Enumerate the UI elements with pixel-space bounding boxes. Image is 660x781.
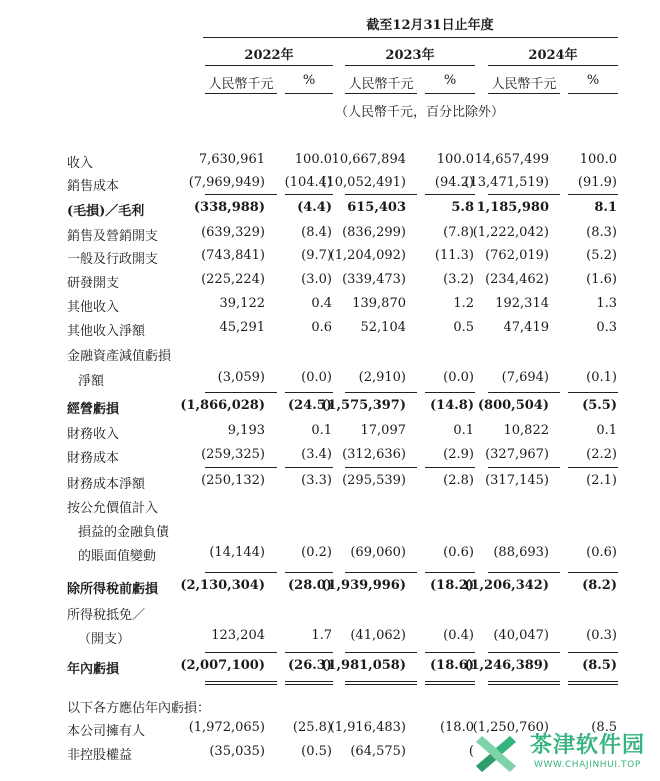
col-rule bbox=[425, 93, 475, 94]
row-label: 經營虧損 bbox=[67, 402, 120, 417]
table-cell: (8.3) bbox=[586, 225, 617, 240]
watermark-text: 茶津软件园 bbox=[530, 733, 646, 758]
col-rule bbox=[345, 93, 417, 94]
table-cell: (5.2) bbox=[586, 248, 617, 263]
table-cell: 100.0 bbox=[436, 152, 474, 167]
row-label: (毛損)／毛利 bbox=[67, 204, 145, 219]
table-cell: 52,104 bbox=[360, 320, 406, 335]
table-cell: 0.1 bbox=[453, 423, 474, 438]
table-cell: (3.0) bbox=[301, 272, 332, 287]
watermark-url: WWW.CHAJINHUI.TOP bbox=[534, 760, 641, 770]
row-label: 財務成本淨額 bbox=[67, 477, 146, 492]
row-label: 所得稅抵免／ bbox=[67, 608, 146, 623]
table-cell: (743,841) bbox=[201, 248, 265, 263]
period-rule bbox=[203, 37, 618, 38]
subtotal-rule bbox=[568, 652, 618, 653]
table-cell: (8.5 bbox=[591, 720, 617, 735]
table-cell: (1,981,058) bbox=[321, 658, 406, 673]
table-cell: (0.1) bbox=[586, 370, 617, 385]
table-cell: (10,052,491) bbox=[321, 175, 406, 190]
subtotal-rule bbox=[568, 392, 618, 393]
table-cell: (1,206,342) bbox=[464, 578, 549, 593]
row-label: 財務收入 bbox=[67, 427, 120, 442]
table-cell: (1,204,092) bbox=[329, 248, 406, 263]
row-label: 其他收入淨額 bbox=[67, 324, 146, 339]
table-cell: 47,419 bbox=[503, 320, 549, 335]
row-label: 銷售及營銷開支 bbox=[67, 229, 159, 244]
table-cell: (762,019) bbox=[485, 248, 549, 263]
subtotal-rule bbox=[205, 392, 277, 393]
table-cell: (26.3) bbox=[288, 658, 332, 673]
table-cell: (259,325) bbox=[201, 447, 265, 462]
table-cell: (2.1) bbox=[586, 473, 617, 488]
table-cell: (2,130,304) bbox=[180, 578, 265, 593]
table-cell: (0.5) bbox=[301, 744, 332, 759]
table-cell: 0.6 bbox=[311, 320, 332, 335]
table-cell: (836,299) bbox=[342, 225, 406, 240]
subtotal-rule bbox=[568, 467, 618, 468]
col-currency-2022: 人民幣千元 bbox=[208, 77, 274, 92]
subtotal-rule bbox=[345, 572, 417, 573]
subtotal-rule bbox=[568, 194, 618, 195]
table-cell: (4.4) bbox=[297, 200, 332, 215]
table-cell: (69,060) bbox=[350, 545, 406, 560]
table-cell: 192,314 bbox=[495, 296, 549, 311]
table-cell: (1,246,389) bbox=[464, 658, 549, 673]
table-cell: (94.2) bbox=[434, 175, 474, 190]
table-cell: (3.4) bbox=[301, 447, 332, 462]
subtotal-rule bbox=[205, 652, 277, 653]
table-cell: (13,471,519) bbox=[464, 175, 549, 190]
table-cell: (0.0) bbox=[443, 370, 474, 385]
table-cell: (3.2) bbox=[443, 272, 474, 287]
col-currency-2023: 人民幣千元 bbox=[348, 77, 414, 92]
table-cell: (0.4) bbox=[443, 628, 474, 643]
year-rule-2024 bbox=[488, 65, 618, 66]
table-cell: (35,035) bbox=[209, 744, 265, 759]
table-cell: (14,144) bbox=[209, 545, 265, 560]
subtotal-rule bbox=[568, 572, 618, 573]
table-cell: 100.0 bbox=[579, 152, 617, 167]
row-label: 的賬面值變動 bbox=[78, 549, 157, 564]
col-rule bbox=[568, 93, 618, 94]
table-cell: 9,193 bbox=[227, 423, 265, 438]
total-double-rule bbox=[285, 681, 333, 685]
subtotal-rule bbox=[345, 652, 417, 653]
table-cell: (9.7) bbox=[301, 248, 332, 263]
col-percent-2022: % bbox=[302, 73, 316, 88]
table-cell: (312,636) bbox=[342, 447, 406, 462]
row-label: 收入 bbox=[67, 156, 94, 171]
subtotal-rule bbox=[285, 467, 333, 468]
table-cell: ( bbox=[468, 744, 474, 759]
subtotal-rule bbox=[425, 194, 475, 195]
table-cell: (41,062) bbox=[350, 628, 406, 643]
table-cell: 45,291 bbox=[219, 320, 265, 335]
col-percent-2024: % bbox=[586, 73, 600, 88]
table-cell: (25.8) bbox=[292, 720, 332, 735]
year-rule-2022 bbox=[205, 65, 333, 66]
row-label: 損益的金融負債 bbox=[78, 525, 170, 540]
table-cell: (338,988) bbox=[193, 200, 265, 215]
unit-note: （人民幣千元，百分比除外） bbox=[335, 105, 505, 120]
table-cell: (2,007,100) bbox=[180, 658, 265, 673]
row-label: 財務成本 bbox=[67, 451, 120, 466]
table-cell: (317,145) bbox=[485, 473, 549, 488]
total-double-rule bbox=[425, 681, 475, 685]
table-cell: 8.1 bbox=[594, 200, 617, 215]
table-cell: (234,462) bbox=[485, 272, 549, 287]
table-cell: (0.2) bbox=[301, 545, 332, 560]
table-cell: (0.6) bbox=[586, 545, 617, 560]
col-currency-2024: 人民幣千元 bbox=[491, 77, 557, 92]
row-label: 一般及行政開支 bbox=[67, 252, 159, 267]
table-cell: (0.0) bbox=[301, 370, 332, 385]
total-double-rule bbox=[345, 681, 417, 685]
row-label: 非控股權益 bbox=[67, 748, 133, 763]
table-cell: 139,870 bbox=[352, 296, 406, 311]
table-cell: 100.0 bbox=[294, 152, 332, 167]
table-cell: (8.2) bbox=[582, 578, 617, 593]
table-cell: 39,122 bbox=[219, 296, 265, 311]
table-cell: (1,866,028) bbox=[180, 398, 265, 413]
table-cell: (64,575) bbox=[350, 744, 406, 759]
table-cell: (5.5) bbox=[582, 398, 617, 413]
row-label: 其他收入 bbox=[67, 300, 120, 315]
table-cell: (91.9) bbox=[577, 175, 617, 190]
table-cell: (8.5) bbox=[582, 658, 617, 673]
row-label: 金融資產減值虧損 bbox=[67, 349, 172, 364]
row-label: 淨額 bbox=[78, 374, 105, 389]
row-label: 研發開支 bbox=[67, 276, 120, 291]
table-cell: (1,222,042) bbox=[472, 225, 549, 240]
total-double-rule bbox=[488, 681, 560, 685]
table-cell: (800,504) bbox=[477, 398, 549, 413]
subtotal-rule bbox=[285, 572, 333, 573]
table-cell: (2.8) bbox=[443, 473, 474, 488]
subtotal-rule bbox=[488, 194, 560, 195]
table-cell: 0.1 bbox=[311, 423, 332, 438]
table-cell: (250,132) bbox=[201, 473, 265, 488]
subtotal-rule bbox=[488, 392, 560, 393]
table-cell: (1,575,397) bbox=[321, 398, 406, 413]
subtotal-rule bbox=[205, 194, 277, 195]
table-cell: (28.0) bbox=[288, 578, 332, 593]
table-cell: 10,667,894 bbox=[331, 152, 406, 167]
table-cell: (18.2) bbox=[430, 578, 474, 593]
row-label: 以下各方應佔年內虧損： bbox=[67, 701, 211, 716]
subtotal-rule bbox=[488, 652, 560, 653]
table-cell: (18.0 bbox=[439, 720, 474, 735]
row-label: 按公允價值計入 bbox=[67, 501, 159, 516]
table-cell: (1,250,760) bbox=[472, 720, 549, 735]
table-cell: (1,972,065) bbox=[188, 720, 265, 735]
row-label: 銷售成本 bbox=[67, 179, 120, 194]
subtotal-rule bbox=[488, 467, 560, 468]
table-cell: (2.2) bbox=[586, 447, 617, 462]
table-cell: 7,630,961 bbox=[198, 152, 265, 167]
table-cell: (24.5) bbox=[288, 398, 332, 413]
table-cell: (40,047) bbox=[493, 628, 549, 643]
table-cell: 1.2 bbox=[453, 296, 474, 311]
table-cell: 17,097 bbox=[360, 423, 406, 438]
col-percent-2023: % bbox=[443, 73, 457, 88]
table-cell: 0.1 bbox=[596, 423, 617, 438]
table-cell: (8.4) bbox=[301, 225, 332, 240]
table-cell: (3,059) bbox=[217, 370, 265, 385]
subtotal-rule bbox=[488, 572, 560, 573]
table-cell: (1,939,996) bbox=[321, 578, 406, 593]
row-label: 本公司擁有人 bbox=[67, 724, 146, 739]
table-cell: 123,204 bbox=[211, 628, 265, 643]
table-cell: 1,185,980 bbox=[476, 200, 549, 215]
subtotal-rule bbox=[425, 392, 475, 393]
period-header: 截至12月31日止年度 bbox=[366, 18, 494, 33]
table-cell: (14.8) bbox=[430, 398, 474, 413]
table-cell: (7,694) bbox=[501, 370, 549, 385]
table-cell: (339,473) bbox=[342, 272, 406, 287]
table-cell: 0.5 bbox=[453, 320, 474, 335]
table-cell: (2.9) bbox=[443, 447, 474, 462]
table-cell: 5.8 bbox=[451, 200, 474, 215]
col-rule bbox=[488, 93, 560, 94]
row-label: （開支） bbox=[78, 632, 131, 647]
watermark bbox=[468, 722, 660, 781]
table-cell: (1,916,483) bbox=[329, 720, 406, 735]
subtotal-rule bbox=[345, 392, 417, 393]
col-rule bbox=[205, 93, 277, 94]
row-label: 年內虧損 bbox=[67, 662, 120, 677]
table-cell: 10,822 bbox=[503, 423, 549, 438]
table-cell: 14,657,499 bbox=[474, 152, 549, 167]
year-rule-2023 bbox=[345, 65, 475, 66]
table-cell: (18.6) bbox=[430, 658, 474, 673]
table-cell: 615,403 bbox=[347, 200, 406, 215]
table-cell: (11.3) bbox=[434, 248, 474, 263]
table-cell: (104.4) bbox=[284, 175, 332, 190]
year-2024: 2024年 bbox=[528, 48, 578, 63]
subtotal-rule bbox=[345, 194, 417, 195]
table-cell: (3.3) bbox=[301, 473, 332, 488]
row-label: 除所得稅前虧損 bbox=[67, 582, 159, 597]
table-cell: (639,329) bbox=[201, 225, 265, 240]
table-cell: (327,967) bbox=[485, 447, 549, 462]
subtotal-rule bbox=[205, 572, 277, 573]
table-cell: (1.6) bbox=[586, 272, 617, 287]
subtotal-rule bbox=[425, 467, 475, 468]
subtotal-rule bbox=[285, 194, 333, 195]
table-cell: (88,693) bbox=[493, 545, 549, 560]
table-cell: (2,910) bbox=[358, 370, 406, 385]
watermark-logo-icon bbox=[470, 728, 522, 780]
table-cell: 0.3 bbox=[596, 320, 617, 335]
table-cell: (225,224) bbox=[201, 272, 265, 287]
subtotal-rule bbox=[285, 392, 333, 393]
table-cell: (0.3) bbox=[586, 628, 617, 643]
table-cell: 0.4 bbox=[311, 296, 332, 311]
col-rule bbox=[285, 93, 333, 94]
subtotal-rule bbox=[345, 467, 417, 468]
subtotal-rule bbox=[425, 652, 475, 653]
total-double-rule bbox=[205, 681, 277, 685]
table-cell: (0.6) bbox=[443, 545, 474, 560]
year-2022: 2022年 bbox=[244, 48, 294, 63]
table-cell: 1.7 bbox=[311, 628, 332, 643]
table-cell: (295,539) bbox=[342, 473, 406, 488]
table-cell: (7.8) bbox=[443, 225, 474, 240]
subtotal-rule bbox=[285, 652, 333, 653]
subtotal-rule bbox=[425, 572, 475, 573]
table-cell: 1.3 bbox=[596, 296, 617, 311]
total-double-rule bbox=[568, 681, 618, 685]
subtotal-rule bbox=[205, 467, 277, 468]
year-2023: 2023年 bbox=[385, 48, 435, 63]
table-cell: (7,969,949) bbox=[188, 175, 265, 190]
